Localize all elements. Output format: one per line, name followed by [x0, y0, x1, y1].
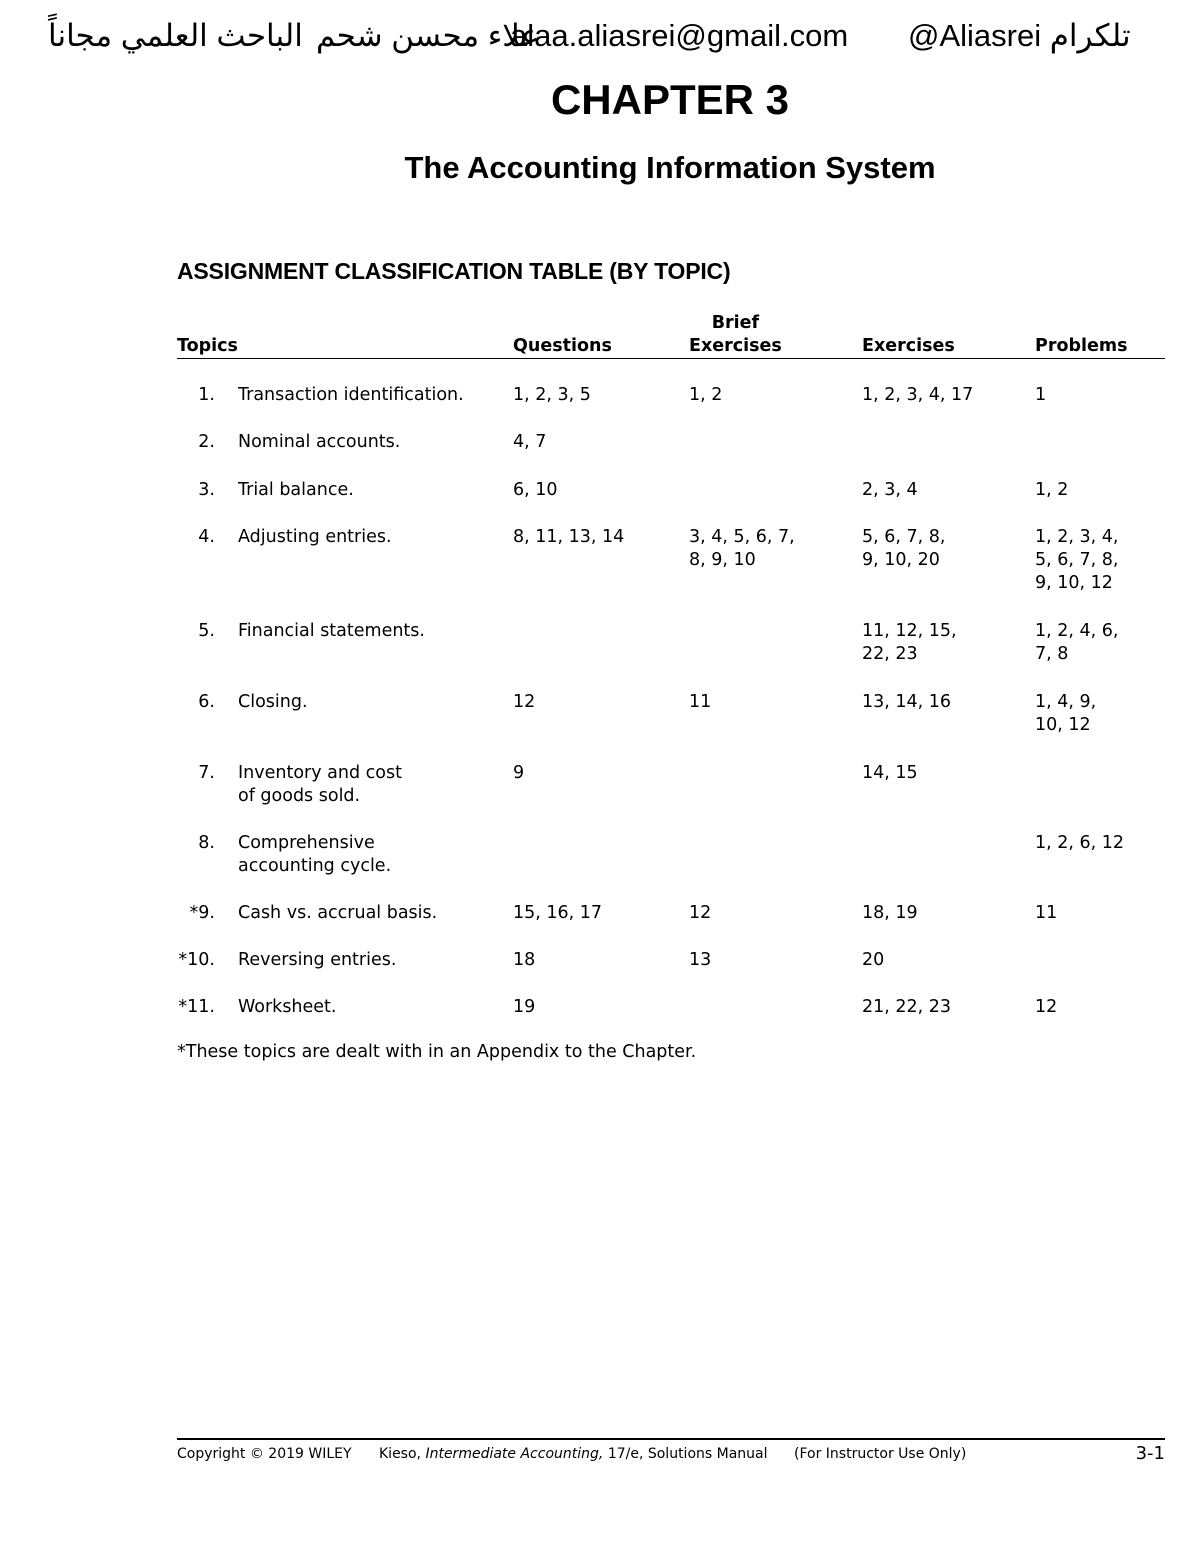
table-header	[177, 310, 1165, 359]
chapter-subtitle: The Accounting Information System	[404, 150, 936, 185]
row-questions: 12	[513, 692, 536, 712]
row-topic: Cash vs. accrual basis.	[238, 903, 438, 923]
row-exercises: 11, 12, 15, 22, 23	[862, 621, 957, 664]
row-number: 1.	[198, 385, 215, 405]
row-questions: 9	[513, 763, 525, 783]
row-number: *9.	[189, 903, 215, 923]
row-questions: 18	[513, 950, 536, 970]
header-handle: @Aliasrei تلكرام	[908, 18, 1131, 53]
row-brief-exercises: 3, 4, 5, 6, 7, 8, 9, 10	[689, 527, 795, 570]
row-problems: 1, 2, 4, 6, 7, 8	[1035, 621, 1119, 664]
row-exercises: 20	[862, 950, 885, 970]
row-brief-exercises: 13	[689, 950, 712, 970]
row-exercises: 21, 22, 23	[862, 997, 952, 1017]
row-exercises: 14, 15	[862, 763, 918, 783]
row-number: 7.	[198, 763, 215, 783]
row-topic: Financial statements.	[238, 621, 425, 641]
row-number: 5.	[198, 621, 215, 641]
row-problems: 1, 2	[1035, 480, 1069, 500]
header-arabic-name: علاء محسن شحم	[316, 18, 540, 53]
page-number: 3-1	[1135, 1443, 1165, 1464]
row-topic: Inventory and cost of goods sold.	[238, 763, 402, 806]
row-exercises: 13, 14, 16	[862, 692, 952, 712]
header-topics: Topics	[177, 336, 238, 356]
row-questions: 6, 10	[513, 480, 558, 500]
row-topic: Reversing entries.	[238, 950, 397, 970]
row-exercises: 5, 6, 7, 8, 9, 10, 20	[862, 527, 946, 570]
row-topic: Nominal accounts.	[238, 432, 401, 452]
header-email: alaa.aliasrei@gmail.com	[510, 18, 849, 53]
footer-divider	[177, 1438, 1165, 1440]
row-topic: Worksheet.	[238, 997, 337, 1017]
row-problems: 12	[1035, 997, 1058, 1017]
row-brief-exercises: 11	[689, 692, 712, 712]
row-number: *10.	[178, 950, 215, 970]
row-number: 2.	[198, 432, 215, 452]
row-problems: 1	[1035, 385, 1047, 405]
row-number: 3.	[198, 480, 215, 500]
footer-author: Kieso,	[379, 1446, 421, 1462]
header-arabic-researcher: الباحث العلمي مجاناً	[48, 18, 303, 53]
row-problems: 1, 4, 9, 10, 12	[1035, 692, 1097, 735]
classification-table	[177, 310, 1165, 1017]
row-questions: 15, 16, 17	[513, 903, 603, 923]
row-questions: 19	[513, 997, 536, 1017]
row-questions: 4, 7	[513, 432, 547, 452]
footer-book-title: Intermediate Accounting,	[425, 1446, 604, 1462]
footnote: *These topics are dealt with in an Appendix to the Chapter.	[177, 1042, 697, 1062]
footer-book	[379, 1446, 768, 1462]
row-exercises: 18, 19	[862, 903, 918, 923]
row-exercises: 1, 2, 3, 4, 17	[862, 385, 974, 405]
section-title: ASSIGNMENT CLASSIFICATION TABLE (BY TOPIC)	[177, 258, 731, 284]
footer-copyright: Copyright © 2019 WILEY	[177, 1446, 352, 1462]
row-problems: 1, 2, 6, 12	[1035, 833, 1125, 853]
row-brief-exercises: 12	[689, 903, 712, 923]
row-topic: Comprehensive accounting cycle.	[238, 833, 392, 876]
row-topic: Transaction identification.	[238, 385, 464, 405]
row-topic: Closing.	[238, 692, 308, 712]
row-number: *11.	[178, 997, 215, 1017]
header-problems: Problems	[1035, 336, 1128, 356]
row-questions: 1, 2, 3, 5	[513, 385, 591, 405]
header-questions: Questions	[513, 336, 612, 356]
row-brief-exercises: 1, 2	[689, 385, 723, 405]
row-number: 6.	[198, 692, 215, 712]
footer-edition: 17/e, Solutions Manual	[607, 1446, 768, 1462]
row-problems: 11	[1035, 903, 1058, 923]
row-problems: 1, 2, 3, 4, 5, 6, 7, 8, 9, 10, 12	[1035, 527, 1119, 593]
row-number: 4.	[198, 527, 215, 547]
row-questions: 8, 11, 13, 14	[513, 527, 625, 547]
row-topic: Adjusting entries.	[238, 527, 392, 547]
header-exercises: Exercises	[862, 336, 955, 356]
footer-instructor-use: (For Instructor Use Only)	[794, 1446, 967, 1462]
row-topic: Trial balance.	[238, 480, 354, 500]
chapter-title: CHAPTER 3	[550, 76, 790, 123]
header-brief-exercises: Brief Exercises	[689, 313, 782, 356]
page-header	[20, 18, 1180, 68]
row-exercises: 2, 3, 4	[862, 480, 918, 500]
row-number: 8.	[198, 833, 215, 853]
